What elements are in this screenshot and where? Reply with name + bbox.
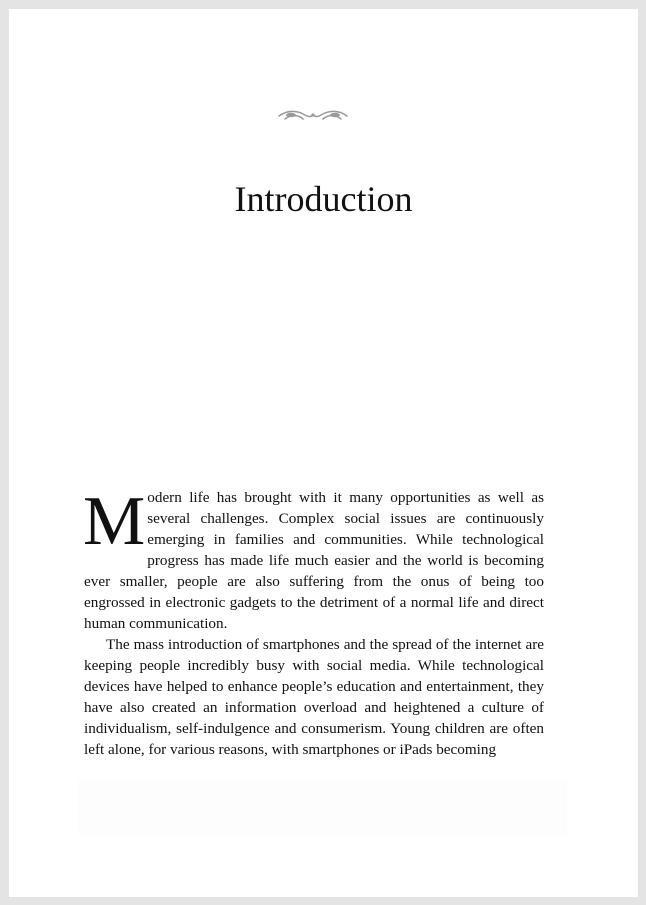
chapter-title: Introduction — [234, 179, 413, 219]
paragraph-text: odern life has brought with it many opportunities as well as several challenges. Complex social issues are continuously emerging in families and communities. While technological progress has made life much easier and the world is becoming ever smaller, people are also suffering from the onus of being too engrossed in electronic gadgets to the detriment of a normal life and direct human communication. — [84, 489, 544, 632]
book-page — [9, 9, 638, 897]
paragraph: The mass introduction of smartphones and the spread of the internet are keeping people incredibly busy with social media. While technological devices have helped to enhance people’s education and entertainment, they have also created an information overload and heightened a culture of individualism, self-indulgence and consumerism. Young children are often left alone, for various reasons, with smartphones or iPads becoming — [84, 636, 544, 758]
page-footer-area — [77, 779, 567, 835]
drop-cap: M — [83, 483, 146, 560]
paragraph — [83, 483, 544, 634]
body-text — [83, 483, 544, 760]
floral-divider-icon — [277, 107, 349, 123]
